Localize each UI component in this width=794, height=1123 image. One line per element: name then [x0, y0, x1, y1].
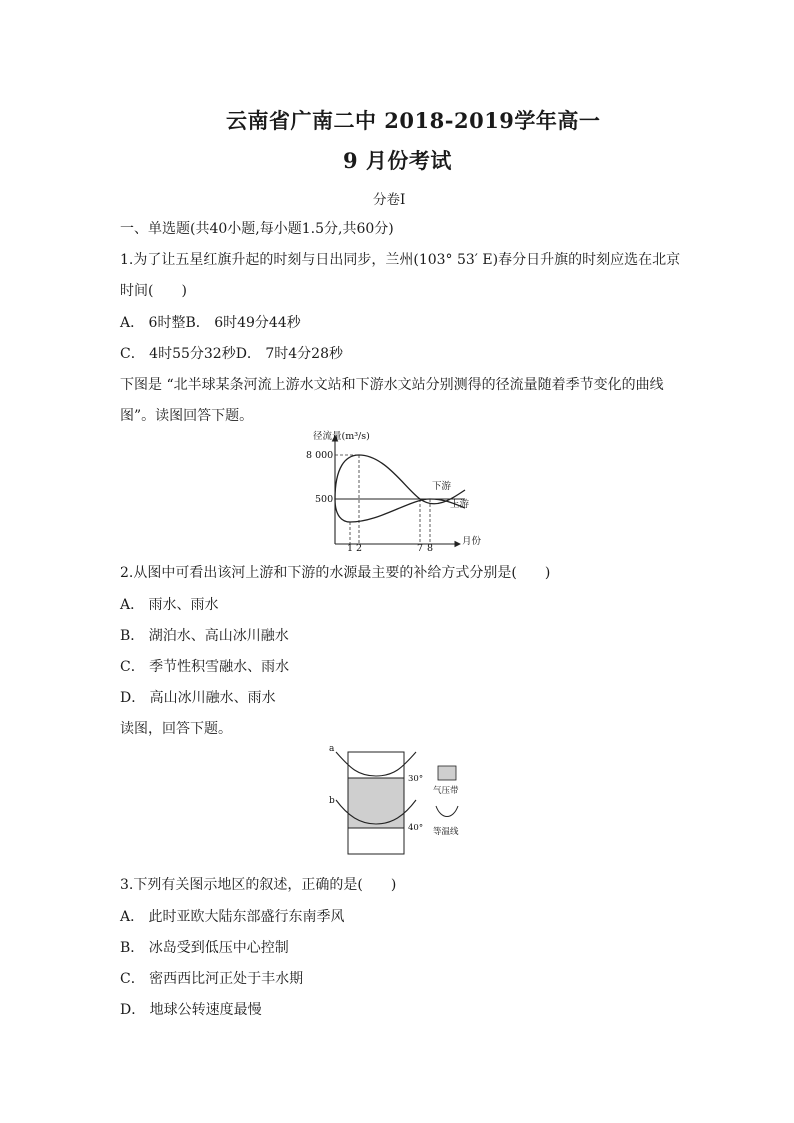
q2-option-c: C． 季节性积雪融水、雨水	[120, 659, 290, 675]
series-upstream	[335, 499, 465, 522]
q3-option-b: B． 冰岛受到低压中心控制	[120, 940, 289, 956]
runoff-chart	[300, 428, 500, 553]
xtick-7: 7	[417, 543, 424, 553]
pressure-belt-figure	[322, 742, 472, 860]
series-downstream	[335, 455, 465, 504]
legend-pressure-swatch	[438, 766, 456, 780]
xtick-1: 1	[347, 543, 354, 553]
section-label: 分卷I	[373, 192, 406, 208]
legend-isotherm-label: 等温线	[433, 827, 459, 837]
legend-pressure-label: 气压带	[433, 786, 459, 796]
label-30: 30°	[408, 774, 424, 784]
label-40: 40°	[408, 823, 424, 833]
legend-isotherm-symbol	[436, 806, 458, 817]
xtick-2: 2	[356, 543, 363, 553]
q3-option-d: D． 地球公转速度最慢	[120, 1002, 262, 1018]
q1-stem-line2: 时间( )	[120, 283, 187, 299]
q3-option-a: A． 此时亚欧大陆东部盛行东南季风	[120, 909, 345, 925]
q1-stem-line1: 1.为了让五星红旗升起的时刻与日出同步，兰州(103° 53′ E)春分日升旗的时刻应选在北京	[120, 252, 681, 268]
legend-downstream: 下游	[432, 481, 452, 492]
q1-options-ab: A． 6时整B． 6时49分44秒	[120, 315, 301, 331]
page-title: 云南省广南二中 2018-2019学年高一	[226, 108, 601, 133]
xtick-8: 8	[427, 543, 434, 553]
label-b: b	[329, 796, 335, 806]
page-subtitle: 9 月份考试	[343, 148, 452, 173]
ytick-8000: 8 000	[306, 450, 334, 461]
q2-option-b: B． 湖泊水、高山冰川融水	[120, 628, 289, 644]
label-a: a	[329, 744, 335, 754]
pressure-belt-band	[348, 778, 404, 828]
intro3: 读图，回答下题。	[120, 721, 232, 737]
q1-options-cd: C． 4时55分32秒D． 7时4分28秒	[120, 346, 344, 362]
legend-upstream: 上游	[450, 499, 470, 510]
q3-stem: 3.下列有关图示地区的叙述，正确的是( )	[120, 877, 397, 893]
ytick-500: 500	[315, 494, 334, 505]
chart-xlabel: 月份	[462, 536, 482, 547]
q2-option-d: D． 高山冰川融水、雨水	[120, 690, 276, 706]
part-heading: 一、单选题(共40小题,每小题1.5分,共60分)	[120, 221, 394, 237]
q2-stem: 2.从图中可看出该河上游和下游的水源最主要的补给方式分别是( )	[120, 565, 551, 581]
q3-option-c: C． 密西西比河正处于丰水期	[120, 971, 304, 987]
chart-ylabel: 径流量(m³/s)	[313, 431, 370, 442]
q2-option-a: A． 雨水、雨水	[120, 597, 219, 613]
intro2-line1: 下图是 “北半球某条河流上游水文站和下游水文站分别测得的径流量随着季节变化的曲线	[120, 377, 664, 393]
intro2-line2: 图”。读图回答下题。	[120, 408, 254, 424]
